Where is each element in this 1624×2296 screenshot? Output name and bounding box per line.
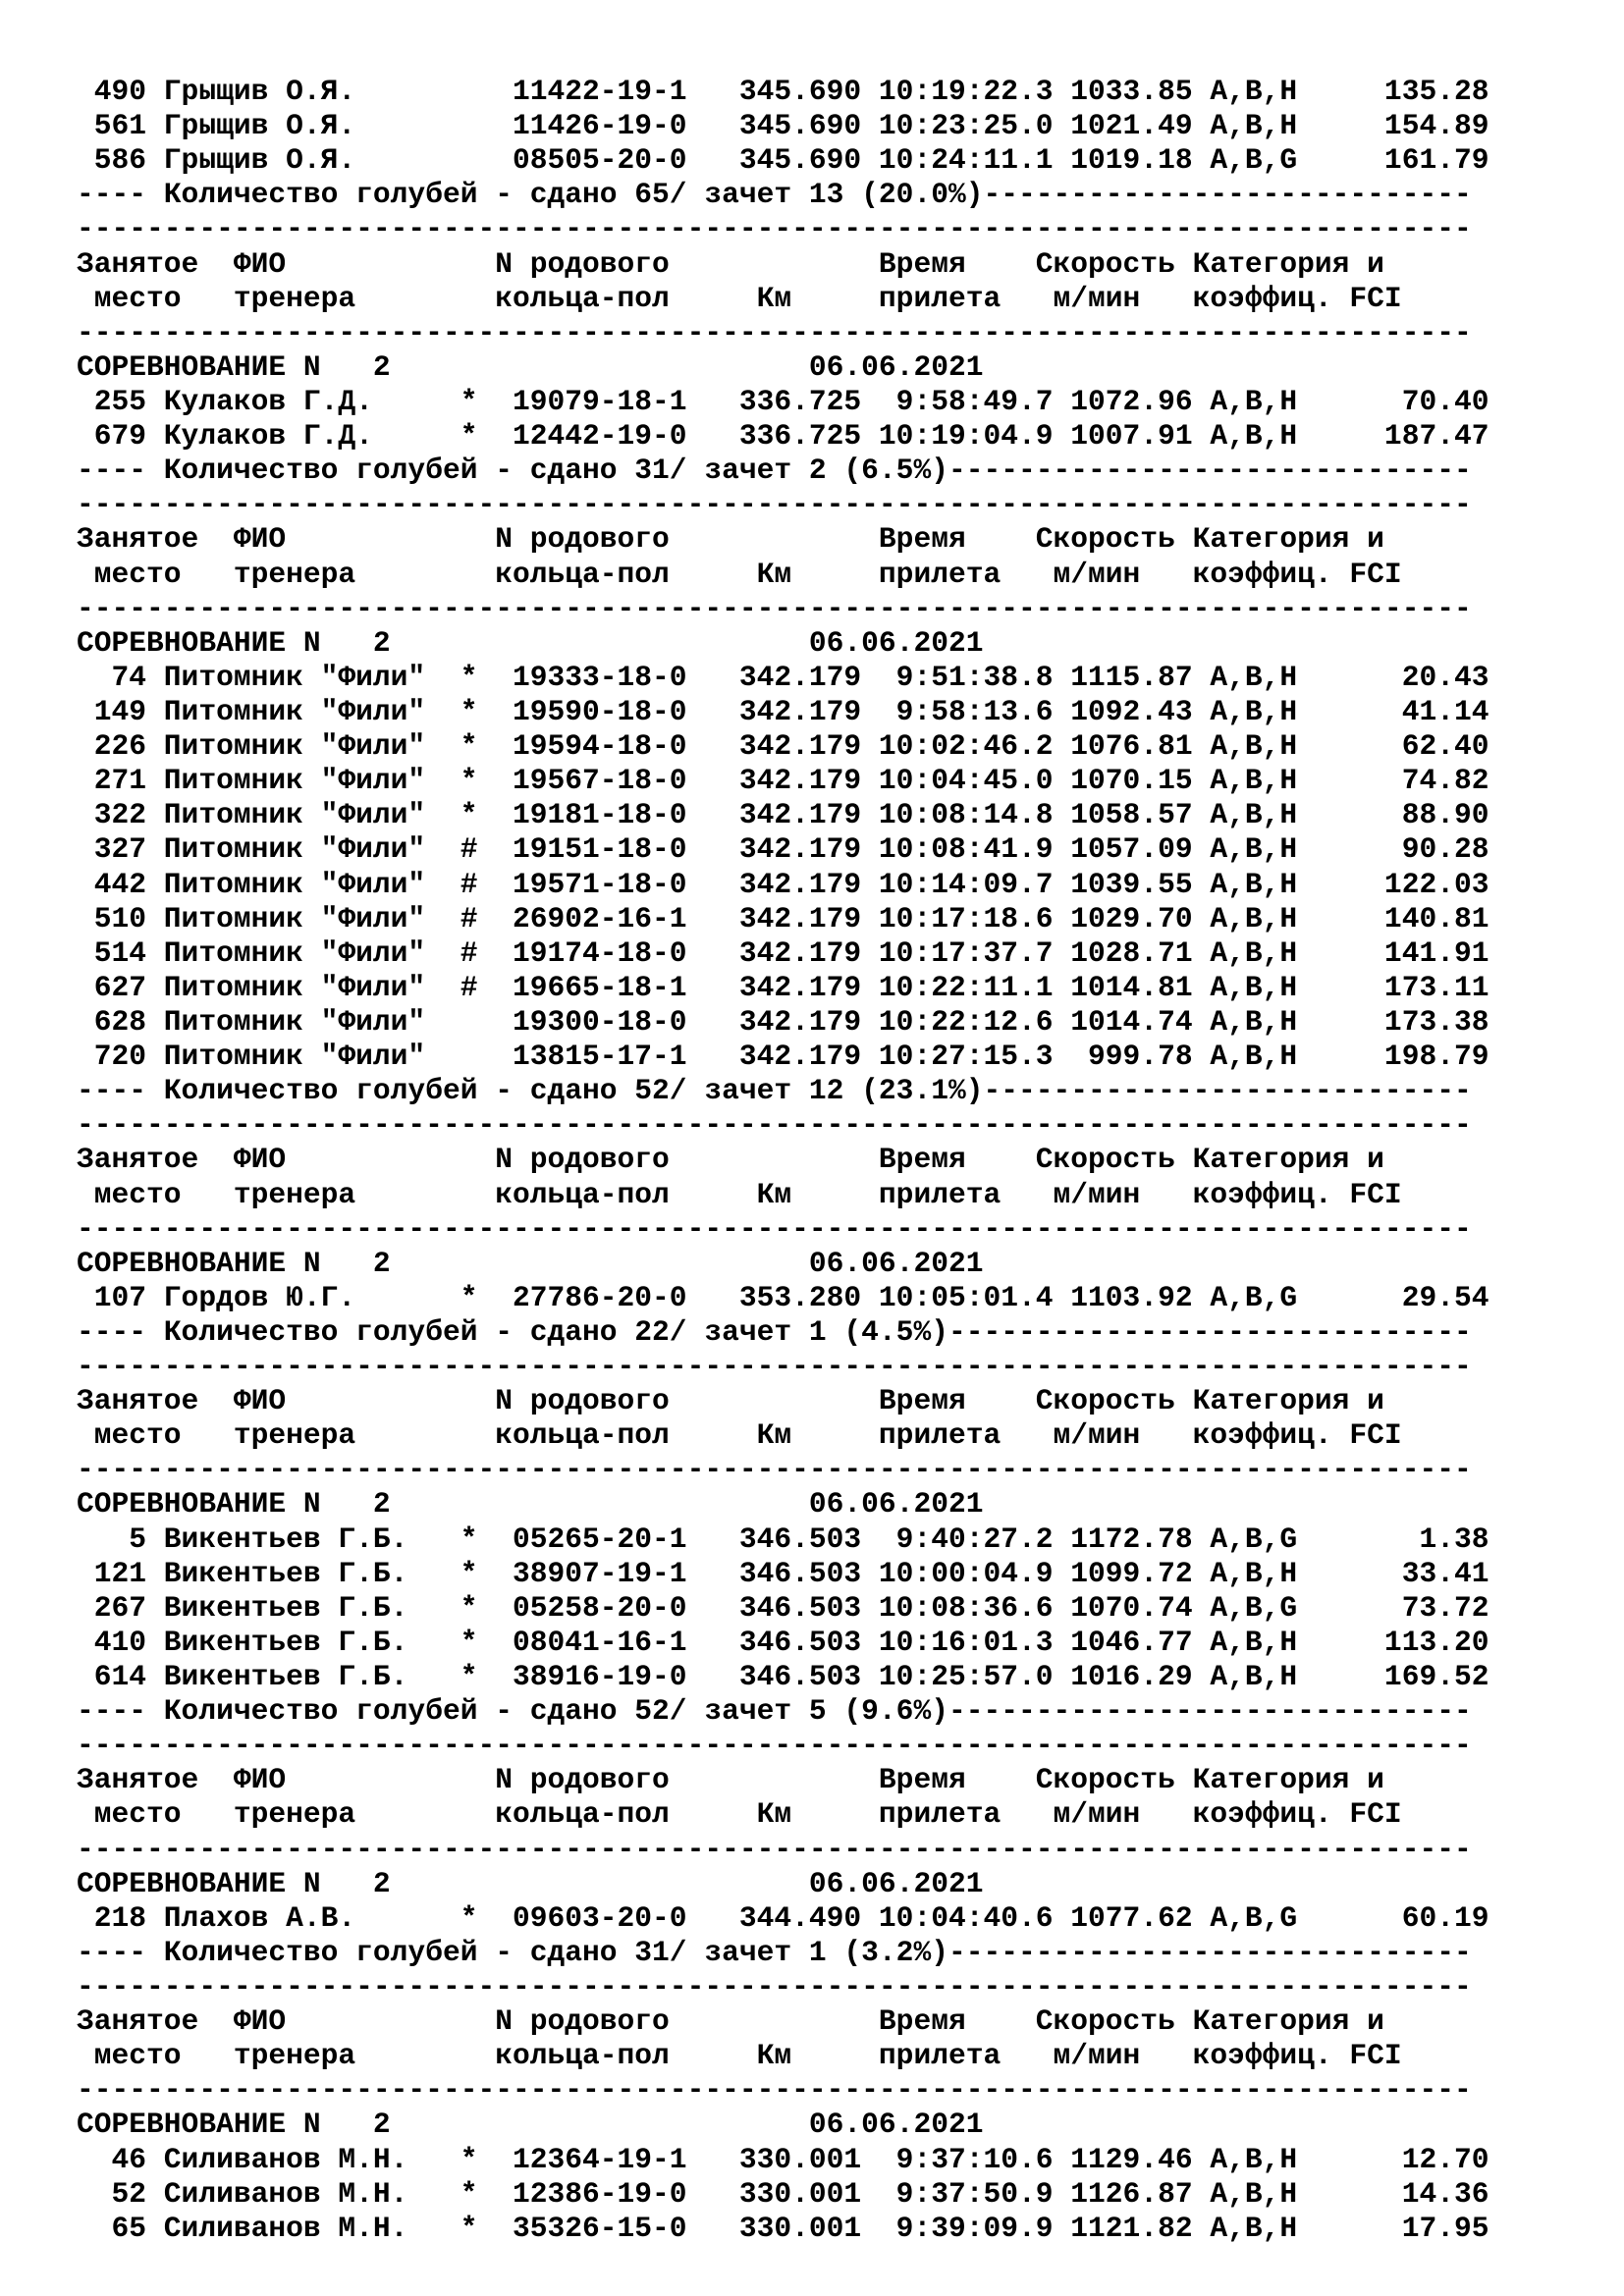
column-header: место тренера кольца-пол Км прилета м/мин коэффиц. FCI [77,1177,1402,1211]
result-row: 255 Кулаков Г.Д. * 19079-18-1 336.725 9:58:49.7 1072.96 A,B,H 70.40 [77,384,1489,418]
result-row: 121 Викентьев Г.Б. * 38907-19-1 346.503 10:00:04.9 1099.72 A,B,H 33.41 [77,1556,1489,1590]
separator-line: -------------------------------------------------------------------------------- [77,1350,1472,1384]
summary-line: ---- Количество голубей - сдано 22/ зачет 1 (4.5%)------------------------------ [77,1314,1472,1349]
result-row: 46 Силиванов М.Н. * 12364-19-1 330.001 9:37:10.6 1129.46 A,B,H 12.70 [77,2142,1489,2176]
result-row: 226 Питомник "Фили" * 19594-18-0 342.179 10:02:46.2 1076.81 A,B,H 62.40 [77,729,1489,764]
competition-header: СОРЕВНОВАНИЕ N 2 06.06.2021 [77,1246,984,1280]
separator-line: -------------------------------------------------------------------------------- [77,1832,1472,1866]
result-row: 65 Силиванов М.Н. * 35326-15-0 330.001 9:39:09.9 1121.82 A,B,H 17.95 [77,2211,1489,2245]
result-row: 218 Плахов А.В. * 09603-20-0 344.490 10:04:40.6 1077.62 A,B,G 60.19 [77,1900,1489,1935]
separator-line: -------------------------------------------------------------------------------- [77,212,1472,246]
column-header: Занятое ФИО N родового Время Скорость Категория и [77,522,1384,557]
result-row: 74 Питомник "Фили" * 19333-18-0 342.179 9:51:38.8 1115.87 A,B,H 20.43 [77,660,1489,694]
result-row: 442 Питомник "Фили" # 19571-18-0 342.179 10:14:09.7 1039.55 A,B,H 122.03 [77,867,1489,901]
result-row: 614 Викентьев Г.Б. * 38916-19-0 346.503 10:25:57.0 1016.29 A,B,H 169.52 [77,1660,1489,1694]
competition-header: СОРЕВНОВАНИЕ N 2 06.06.2021 [77,1487,984,1522]
result-row: 410 Викентьев Г.Б. * 08041-16-1 346.503 10:16:01.3 1046.77 A,B,H 113.20 [77,1625,1489,1659]
competition-header: СОРЕВНОВАНИЕ N 2 06.06.2021 [77,625,984,660]
column-header: место тренера кольца-пол Км прилета м/мин коэффиц. FCI [77,2039,1402,2073]
result-row: 679 Кулаков Г.Д. * 12442-19-0 336.725 10:19:04.9 1007.91 A,B,H 187.47 [77,419,1489,454]
result-row: 627 Питомник "Фили" # 19665-18-1 342.179 10:22:11.1 1014.81 A,B,H 173.11 [77,970,1489,1004]
result-row: 490 Грыщив О.Я. 11422-19-1 345.690 10:19:22.3 1033.85 A,B,H 135.28 [77,75,1489,108]
result-row: 107 Гордов Ю.Г. * 27786-20-0 353.280 10:05:01.4 1103.92 A,B,G 29.54 [77,1280,1489,1314]
competition-header: СОРЕВНОВАНИЕ N 2 06.06.2021 [77,349,984,384]
column-header: Занятое ФИО N родового Время Скорость Категория и [77,1384,1384,1418]
result-row: 52 Силиванов М.Н. * 12386-19-0 330.001 9:37:50.9 1126.87 A,B,H 14.36 [77,2176,1489,2211]
result-row: 267 Викентьев Г.Б. * 05258-20-0 346.503 10:08:36.6 1070.74 A,B,G 73.72 [77,1590,1489,1625]
column-header: Занятое ФИО N родового Время Скорость Категория и [77,246,1384,281]
separator-line: -------------------------------------------------------------------------------- [77,591,1472,625]
result-row: 628 Питомник "Фили" 19300-18-0 342.179 10:22:12.6 1014.74 A,B,H 173.38 [77,1004,1489,1039]
result-row: 327 Питомник "Фили" # 19151-18-0 342.179 10:08:41.9 1057.09 A,B,H 90.28 [77,832,1489,867]
result-row: 149 Питомник "Фили" * 19590-18-0 342.179 9:58:13.6 1092.43 A,B,H 41.14 [77,694,1489,728]
column-header: место тренера кольца-пол Км прилета м/мин коэффиц. FCI [77,557,1402,591]
summary-line: ---- Количество голубей - сдано 65/ зачет 13 (20.0%)---------------------------- [77,178,1472,212]
separator-line: -------------------------------------------------------------------------------- [77,1453,1472,1487]
result-row: 322 Питомник "Фили" * 19181-18-0 342.179 10:08:14.8 1058.57 A,B,H 88.90 [77,798,1489,832]
separator-line: -------------------------------------------------------------------------------- [77,315,1472,349]
column-header: место тренера кольца-пол Км прилета м/мин коэффиц. FCI [77,1797,1402,1832]
separator-line: -------------------------------------------------------------------------------- [77,488,1472,522]
result-row: 514 Питомник "Фили" # 19174-18-0 342.179 10:17:37.7 1028.71 A,B,H 141.91 [77,935,1489,970]
column-header: место тренера кольца-пол Км прилета м/мин коэффиц. FCI [77,281,1402,315]
result-row: 5 Викентьев Г.Б. * 05265-20-1 346.503 9:40:27.2 1172.78 A,B,G 1.38 [77,1522,1489,1556]
separator-line: -------------------------------------------------------------------------------- [77,1970,1472,2004]
result-row: 561 Грыщив О.Я. 11426-19-0 345.690 10:23:25.0 1021.49 A,B,H 154.89 [77,109,1489,143]
result-row: 510 Питомник "Фили" # 26902-16-1 342.179 10:17:18.6 1029.70 A,B,H 140.81 [77,901,1489,935]
summary-line: ---- Количество голубей - сдано 31/ зачет 2 (6.5%)------------------------------ [77,454,1472,488]
separator-line: -------------------------------------------------------------------------------- [77,1211,1472,1246]
summary-line: ---- Количество голубей - сдано 52/ зачет 5 (9.6%)------------------------------ [77,1694,1472,1729]
results-printout [77,75,1549,2246]
result-row: 271 Питомник "Фили" * 19567-18-0 342.179 10:04:45.0 1070.15 A,B,H 74.82 [77,764,1489,798]
column-header: Занятое ФИО N родового Время Скорость Категория и [77,2004,1384,2039]
summary-line: ---- Количество голубей - сдано 31/ зачет 1 (3.2%)------------------------------ [77,1935,1472,1969]
separator-line: -------------------------------------------------------------------------------- [77,1108,1472,1143]
result-row: 720 Питомник "Фили" 13815-17-1 342.179 10:27:15.3 999.78 A,B,H 198.79 [77,1040,1489,1074]
result-row: 586 Грыщив О.Я. 08505-20-0 345.690 10:24:11.1 1019.18 A,B,G 161.79 [77,143,1489,178]
column-header: место тренера кольца-пол Км прилета м/мин коэффиц. FCI [77,1418,1402,1453]
column-header: Занятое ФИО N родового Время Скорость Категория и [77,1143,1384,1177]
competition-header: СОРЕВНОВАНИЕ N 2 06.06.2021 [77,2108,984,2142]
summary-line: ---- Количество голубей - сдано 52/ зачет 12 (23.1%)---------------------------- [77,1074,1472,1108]
separator-line: -------------------------------------------------------------------------------- [77,2073,1472,2108]
column-header: Занятое ФИО N родового Время Скорость Категория и [77,1763,1384,1797]
separator-line: -------------------------------------------------------------------------------- [77,1729,1472,1763]
competition-header: СОРЕВНОВАНИЕ N 2 06.06.2021 [77,1866,984,1900]
